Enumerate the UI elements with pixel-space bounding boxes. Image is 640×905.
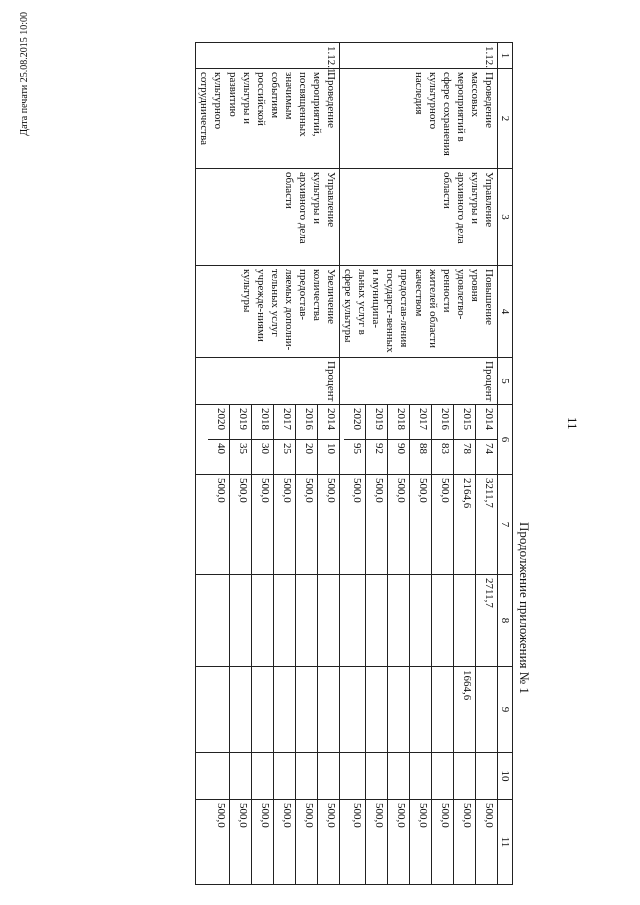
year-value-value: 40 (208, 440, 230, 475)
year-value-value: 74 (475, 440, 497, 475)
print-date: Дата печати 25.08.2015 10:00 (19, 12, 30, 136)
year-value-c7: 500,0 (318, 475, 340, 574)
year-row (296, 475, 318, 574)
yearly-subtable (344, 575, 497, 666)
year-row (296, 575, 318, 666)
year-row (252, 475, 274, 574)
program-table (195, 42, 513, 885)
yearly-subtable (344, 753, 497, 799)
appendix-caption: Продолжение приложения № 1 (517, 522, 532, 694)
year-row (431, 405, 453, 474)
year-value-c9 (431, 667, 453, 752)
year-value-value: 90 (387, 440, 409, 475)
year-value-year: 2018 (387, 405, 409, 440)
year-row (344, 800, 366, 884)
year-row (344, 753, 366, 799)
year-value-c8 (453, 575, 475, 666)
year-value-c11: 500,0 (274, 800, 296, 884)
year-value-c9 (274, 667, 296, 752)
header-cell: 8 (497, 575, 512, 667)
year-row (344, 575, 366, 666)
year-value-c8 (344, 575, 366, 666)
year-value-c11: 500,0 (453, 800, 475, 884)
year-row (344, 475, 366, 574)
year-row (453, 667, 475, 752)
year-value-c10 (296, 753, 318, 799)
year-value-c8 (365, 575, 387, 666)
year-row (230, 800, 252, 884)
year-row (365, 405, 387, 474)
header-cell: 9 (497, 667, 512, 753)
year-row (274, 475, 296, 574)
year-value-year: 2014 (318, 405, 340, 440)
year-row (453, 753, 475, 799)
yearly-subtable (208, 405, 339, 474)
yearly-subtable (208, 575, 339, 666)
year-row (365, 667, 387, 752)
year-row (365, 575, 387, 666)
mun-cell (340, 753, 498, 800)
yearly-subtable (208, 667, 339, 752)
year-value-c7: 500,0 (230, 475, 252, 574)
target-cell (196, 405, 340, 475)
header-cell: 1 (497, 43, 512, 69)
year-row (475, 475, 497, 574)
year-value-c7: 500,0 (387, 475, 409, 574)
year-row (318, 800, 340, 884)
year-row (475, 405, 497, 474)
year-row (453, 575, 475, 666)
year-value-value: 35 (230, 440, 252, 475)
year-row (475, 667, 497, 752)
year-row (475, 800, 497, 884)
year-row (409, 753, 431, 799)
year-row (409, 800, 431, 884)
year-value-c8 (387, 575, 409, 666)
year-row (409, 405, 431, 474)
year-row (208, 800, 230, 884)
year-row (453, 800, 475, 884)
year-value-c9 (208, 667, 230, 752)
year-value-c9 (252, 667, 274, 752)
year-value-c7: 500,0 (431, 475, 453, 574)
year-row (252, 405, 274, 474)
year-value-value: 83 (431, 440, 453, 475)
year-row (365, 753, 387, 799)
year-value-c8 (274, 575, 296, 666)
year-row (409, 575, 431, 666)
year-value-c8 (318, 575, 340, 666)
year-row (387, 575, 409, 666)
year-row (274, 667, 296, 752)
year-row (230, 753, 252, 799)
year-value-c7: 500,0 (409, 475, 431, 574)
header-row (497, 43, 512, 885)
year-row (208, 575, 230, 666)
year-value-year: 2014 (475, 405, 497, 440)
year-value-year: 2020 (215, 408, 228, 430)
year-value-c7: 500,0 (252, 475, 274, 574)
year-value-value: 88 (409, 440, 431, 475)
year-row (252, 753, 274, 799)
year-row (274, 575, 296, 666)
year-row (208, 753, 230, 799)
yearly-subtable (344, 667, 497, 752)
other-cell (196, 800, 340, 885)
year-value-value: 30 (252, 440, 274, 475)
year-value-c10 (431, 753, 453, 799)
year-value-c9 (344, 667, 366, 752)
year-row (409, 667, 431, 752)
year-value-c7: 3211,7 (475, 475, 497, 574)
year-value-c10 (208, 753, 230, 799)
header-cell: 4 (497, 266, 512, 358)
mun-cell (196, 753, 340, 800)
year-value-c8 (230, 575, 252, 666)
year-row (252, 575, 274, 666)
year-row (344, 405, 366, 474)
other-cell (340, 800, 498, 885)
year-row (431, 667, 453, 752)
year-row (387, 405, 409, 474)
year-value-c11: 500,0 (409, 800, 431, 884)
year-row (208, 667, 230, 752)
year-value-c11: 500,0 (230, 800, 252, 884)
year-value-c10 (387, 753, 409, 799)
header-cell: 10 (497, 753, 512, 800)
year-value-value: 95 (344, 440, 366, 475)
year-value-value: 20 (296, 440, 318, 475)
year-value-c11: 500,0 (365, 800, 387, 884)
year-row (387, 475, 409, 574)
year-row (296, 667, 318, 752)
year-value-c8 (252, 575, 274, 666)
indicator-cell: Увеличение количества предостав-ляемых дополни-тельных услуг учрежде-ниями культуры (196, 266, 340, 358)
year-row (296, 800, 318, 884)
year-value-c8: 2711,7 (475, 575, 497, 666)
year-row (475, 753, 497, 799)
activity-cell: Проведение массовых мероприятий в сфере сохранения культурного наследия (340, 69, 498, 169)
year-row (318, 753, 340, 799)
year-value-c7: 500,0 (215, 478, 228, 503)
year-row (230, 575, 252, 666)
year-value-c11: 500,0 (215, 803, 228, 828)
year-value-c11: 500,0 (252, 800, 274, 884)
year-value-year: 2019 (365, 405, 387, 440)
year-row (318, 475, 340, 574)
year-value-c8 (431, 575, 453, 666)
header-cell: 11 (497, 800, 512, 885)
unit-cell: Процент (340, 358, 498, 405)
total-cell (340, 475, 498, 575)
year-value-c10 (252, 753, 274, 799)
year-value-c7: 500,0 (350, 478, 363, 503)
year-row (365, 800, 387, 884)
yearly-subtable (344, 405, 497, 474)
page-number: 11 (565, 417, 580, 430)
fed-cell (196, 575, 340, 667)
year-value-c10 (475, 753, 497, 799)
reg-cell (340, 667, 498, 753)
row-number: 1.12. (340, 43, 498, 69)
year-row (431, 475, 453, 574)
year-value-c9 (409, 667, 431, 752)
year-value-c10 (409, 753, 431, 799)
year-row (453, 475, 475, 574)
year-row (475, 575, 497, 666)
year-row (274, 800, 296, 884)
year-value-year: 2017 (274, 405, 296, 440)
yearly-subtable (208, 800, 339, 884)
year-value-c10 (230, 753, 252, 799)
year-value-value: 10 (318, 440, 340, 475)
fed-cell (340, 575, 498, 667)
year-value-c11: 500,0 (387, 800, 409, 884)
year-row (387, 667, 409, 752)
yearly-subtable (208, 475, 339, 574)
year-value-value: 25 (274, 440, 296, 475)
year-row (274, 405, 296, 474)
year-value-c9 (365, 667, 387, 752)
reg-cell (196, 667, 340, 753)
year-value-c11: 500,0 (350, 803, 363, 828)
year-value-c10 (318, 753, 340, 799)
year-value-c11: 500,0 (475, 800, 497, 884)
executor-cell: Управление культуры и архивного дела области (196, 169, 340, 266)
year-row (344, 667, 366, 752)
header-cell: 3 (497, 169, 512, 266)
unit-cell: Процент (196, 358, 340, 405)
year-row (431, 753, 453, 799)
year-value-value: 92 (365, 440, 387, 475)
year-row (230, 667, 252, 752)
year-value-year: 2016 (431, 405, 453, 440)
year-row (252, 800, 274, 884)
year-value-c8 (296, 575, 318, 666)
year-row (208, 405, 230, 474)
year-row (453, 405, 475, 474)
year-row (409, 475, 431, 574)
year-value-c9 (230, 667, 252, 752)
year-value-value: 78 (453, 440, 475, 475)
year-row (274, 753, 296, 799)
total-cell (196, 475, 340, 575)
year-value-c9 (475, 667, 497, 752)
year-value-c7: 500,0 (365, 475, 387, 574)
year-value-c11: 500,0 (318, 800, 340, 884)
indicator-cell: Повышение уровня удовлетво-ренности жителей области качеством предостав-ления государст-венных и муниципа-льных услуг в сфере культуры (340, 266, 498, 358)
year-row (431, 575, 453, 666)
year-row (318, 575, 340, 666)
year-row (318, 405, 340, 474)
executor-cell: Управление культуры и архивного дела области (340, 169, 498, 266)
yearly-subtable (344, 475, 497, 574)
table-row (196, 43, 340, 885)
table-body (196, 43, 513, 885)
year-value-c10 (274, 753, 296, 799)
header-cell: 5 (497, 358, 512, 405)
year-value-c10 (365, 753, 387, 799)
row-number: 1.12.1. (196, 43, 340, 69)
year-value-c9: 1664,6 (453, 667, 475, 752)
year-value-c8 (208, 575, 230, 666)
header-cell: 6 (497, 405, 512, 475)
year-value-c10 (453, 753, 475, 799)
year-value-year: 2020 (350, 408, 363, 430)
header-cell: 7 (497, 475, 512, 575)
year-value-year: 2018 (252, 405, 274, 440)
year-row (296, 753, 318, 799)
year-row (230, 405, 252, 474)
year-value-c9 (318, 667, 340, 752)
year-value-c10 (344, 753, 366, 799)
year-value-c11: 500,0 (296, 800, 318, 884)
year-value-c11: 500,0 (431, 800, 453, 884)
year-row (431, 800, 453, 884)
year-value-c7: 2164,6 (453, 475, 475, 574)
year-row (387, 800, 409, 884)
year-value-year: 2016 (296, 405, 318, 440)
yearly-subtable (344, 800, 497, 884)
year-row (296, 405, 318, 474)
year-row (252, 667, 274, 752)
year-value-year: 2017 (409, 405, 431, 440)
header-cell: 2 (497, 69, 512, 169)
year-row (230, 475, 252, 574)
activity-cell: Проведение мероприятий, посвященных значимым событиям российской культуры и развитию культурного сотрудничества (196, 69, 340, 169)
year-value-c7: 500,0 (274, 475, 296, 574)
year-value-c9 (296, 667, 318, 752)
year-value-year: 2015 (453, 405, 475, 440)
year-value-c9 (387, 667, 409, 752)
target-cell (340, 405, 498, 475)
year-row (208, 475, 230, 574)
year-value-c7: 500,0 (296, 475, 318, 574)
yearly-subtable (208, 753, 339, 799)
year-value-c8 (409, 575, 431, 666)
year-row (365, 475, 387, 574)
year-row (387, 753, 409, 799)
table-row (340, 43, 498, 885)
year-row (318, 667, 340, 752)
year-value-year: 2019 (230, 405, 252, 440)
